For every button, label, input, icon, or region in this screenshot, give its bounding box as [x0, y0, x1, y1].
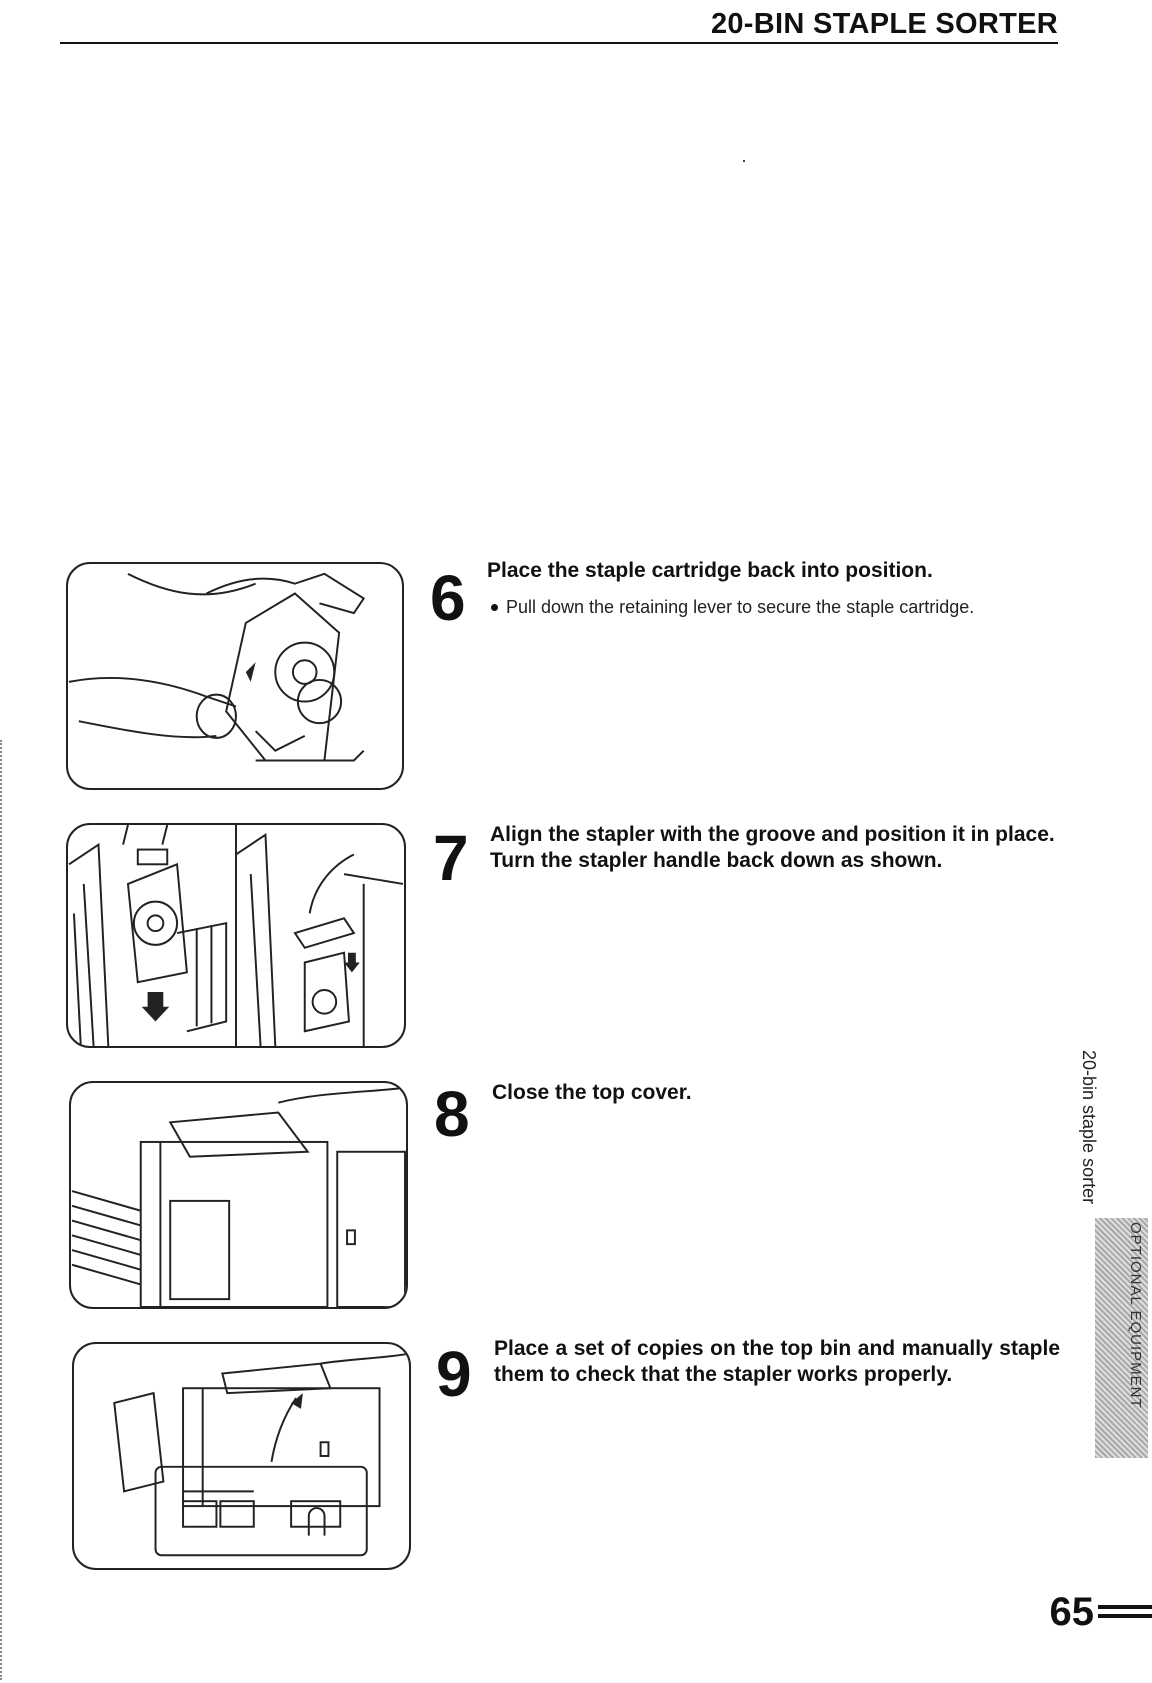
binding-edge-marks [0, 740, 5, 1680]
step-9-text [494, 1336, 1060, 1388]
step-6-bullet [487, 594, 1067, 620]
step-6-drawing [68, 564, 402, 788]
step-6-illustration [66, 562, 404, 790]
step-7-text [490, 822, 1060, 874]
section-thumb-tab-text: OPTIONAL EQUIPMENT [1127, 1222, 1144, 1409]
step-9-illustration [72, 1342, 411, 1570]
page-number-bars [1098, 1605, 1152, 1627]
step-8-number: 8 [434, 1078, 470, 1150]
step-6-title: Place the staple cartridge back into position. [487, 559, 933, 582]
step-7-drawing [68, 825, 404, 1046]
step-8-text [492, 1080, 1052, 1106]
step-6-bullet-text: Pull down the retaining lever to secure the staple cartridge. [506, 597, 975, 617]
step-9-number: 9 [436, 1338, 472, 1410]
step-7-title: Align the stapler with the groove and position it in place. [490, 823, 1055, 846]
bullet-icon [491, 604, 498, 611]
step-8-title: Close the top cover. [492, 1081, 692, 1104]
step-7-number: 7 [433, 822, 469, 894]
step-6-text [487, 558, 1067, 620]
step-8-illustration [69, 1081, 408, 1309]
step-9-title: Place a set of copies on the top bin and manually staple them to check that the stapler works properly. [494, 1337, 1060, 1386]
header-rule [60, 42, 1058, 44]
step-7-illustration [66, 823, 406, 1048]
page-number: 65 [1049, 1590, 1094, 1634]
scan-speck [743, 160, 745, 162]
step-8-drawing [71, 1083, 406, 1307]
page-header-title: 20-BIN STAPLE SORTER [710, 8, 1058, 40]
step-9-drawing [74, 1344, 409, 1568]
side-section-label: 20-bin staple sorter [1079, 1050, 1099, 1205]
step-7-subtitle: Turn the stapler handle back down as shown. [490, 849, 943, 872]
step-6-number: 6 [430, 562, 466, 634]
